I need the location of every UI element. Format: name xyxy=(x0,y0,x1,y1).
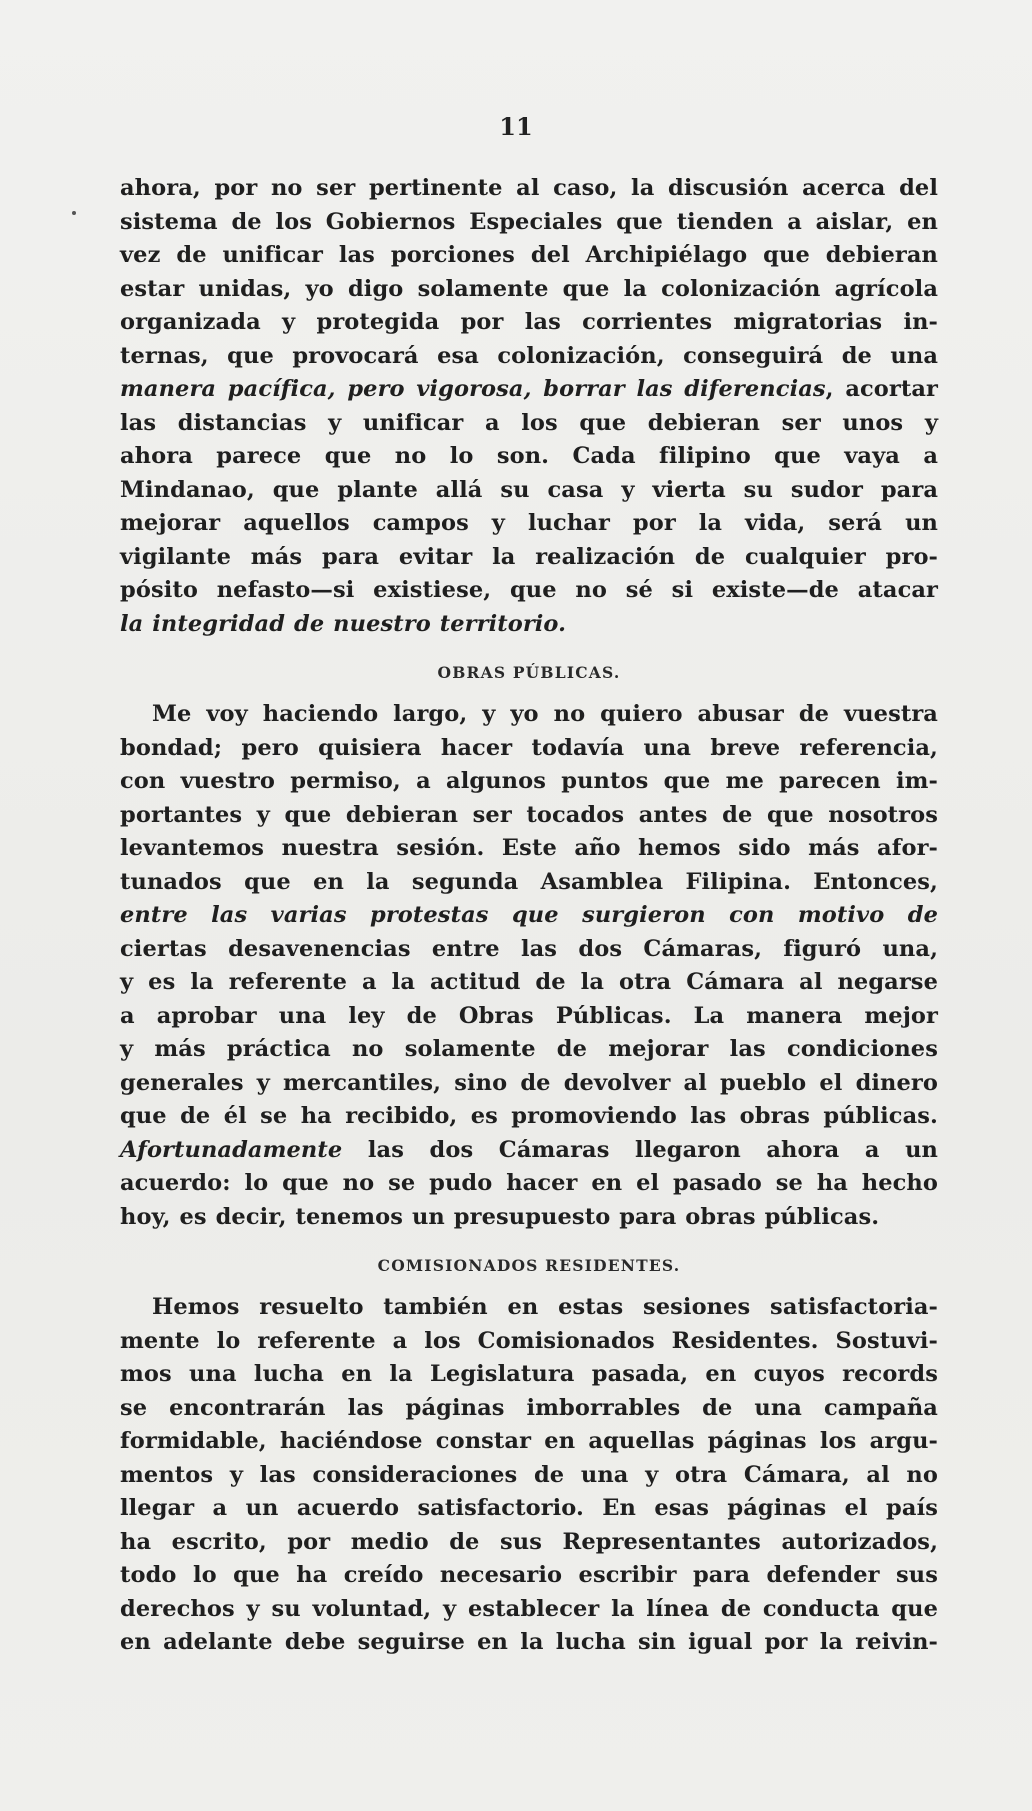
text-line: que de él se ha recibido, es promoviendo las obras públicas. xyxy=(120,1103,938,1129)
italic-phrase: manera pacífica, pero vigorosa, borrar las diferencias xyxy=(120,376,826,402)
text-line: mente lo referente a los Comisionados Residentes. Sostuvi- xyxy=(120,1327,938,1354)
text-line: mos una lucha en la Legislatura pasada, en cuyos records xyxy=(120,1361,938,1387)
text-line: a aprobar una ley de Obras Públicas. La manera mejor xyxy=(120,1002,938,1029)
text-line: portantes y que debieran ser tocados antes de que nosotros xyxy=(120,801,938,828)
text-line: se encontrarán las páginas imborrables de una campaña xyxy=(120,1394,938,1421)
text-line: generales y mercantiles, sino de devolver al pueblo el dinero xyxy=(120,1069,938,1096)
text-line: estar unidas, yo digo solamente que la colonización agrícola xyxy=(120,275,938,302)
paragraph-comisionados-residentes xyxy=(120,1291,938,1660)
italic-phrase: entre las varias protestas que surgieron con motivo de xyxy=(120,902,938,928)
text-line: y es la referente a la actitud de la otra Cámara al negarse xyxy=(120,969,938,995)
text-line: acuerdo: lo que no se pudo hacer en el pasado se ha hecho xyxy=(120,1170,938,1196)
text-line: ahora parece que no lo son. Cada filipino que vaya a xyxy=(120,443,938,469)
text-line: ternas, que provocará esa colonización, conseguirá de una xyxy=(120,342,938,369)
italic-phrase: Afortunadamente xyxy=(120,1136,343,1163)
text-line: mejorar aquellos campos y luchar por la vida, será un xyxy=(120,510,938,536)
text-line: manera pacífica, pero vigorosa, borrar las diferencias, acortar xyxy=(120,376,938,402)
section-heading-comisionados-residentes: COMISIONADOS RESIDENTES. xyxy=(377,1256,681,1275)
text-column xyxy=(120,172,938,1660)
margin-mark xyxy=(72,211,76,215)
text-line: mentos y las consideraciones de una y otra Cámara, al no xyxy=(120,1461,938,1488)
text-line: bondad; pero quisiera hacer todavía una breve referencia, xyxy=(120,734,938,761)
text-line: Hemos resuelto también en estas sesiones satisfactoria- xyxy=(152,1294,938,1320)
text-line: todo lo que ha creído necesario escribir para defender sus xyxy=(120,1562,938,1588)
page-number: 11 xyxy=(499,112,533,141)
text-line: Mindanao, que plante allá su casa y vierta su sudor para xyxy=(120,476,938,503)
text-line: tunados que en la segunda Asamblea Filipina. Entonces, xyxy=(120,868,938,895)
section-heading-obras-publicas: OBRAS PÚBLICAS. xyxy=(437,663,621,682)
text-line: las distancias y unificar a los que debieran ser unos y xyxy=(120,409,938,436)
text-line: vez de unificar las porciones del Archipiélago que debieran xyxy=(120,242,938,268)
text-line: ha escrito, por medio de sus Representantes autorizados, xyxy=(120,1528,938,1555)
text-line: sistema de los Gobiernos Especiales que tienden a aislar, en xyxy=(120,208,938,235)
paragraph-colonization xyxy=(120,172,938,641)
text-line xyxy=(120,608,938,642)
text-line: en adelante debe seguirse en la lucha sin igual por la reivin- xyxy=(120,1629,938,1655)
text-line: Afortunadamente las dos Cámaras llegaron ahora a un xyxy=(120,1136,938,1163)
text-line: vigilante más para evitar la realización de cualquier pro- xyxy=(120,543,938,570)
text-line: ahora, por no ser pertinente al caso, la discusión acerca del xyxy=(120,175,938,201)
text-line: y más práctica no solamente de mejorar las condiciones xyxy=(120,1036,938,1062)
text-line: con vuestro permiso, a algunos puntos que me parecen im- xyxy=(120,768,938,794)
italic-phrase: la integridad de nuestro territorio. xyxy=(120,610,567,637)
text-line: derechos y su voluntad, y establecer la línea de conducta que xyxy=(120,1595,938,1622)
text-line: levantemos nuestra sesión. Este año hemos sido más afor- xyxy=(120,835,938,861)
text-line: Me voy haciendo largo, y yo no quiero abusar de vuestra xyxy=(152,701,938,727)
text-line: hoy, es decir, tenemos un presupuesto para obras públicas. xyxy=(120,1203,880,1230)
paragraph-obras-publicas xyxy=(120,698,938,1234)
text-line: formidable, haciéndose constar en aquellas páginas los argu- xyxy=(120,1428,938,1454)
text-line xyxy=(120,899,938,933)
text-line: ciertas desavenencias entre las dos Cámaras, figuró una, xyxy=(120,935,938,962)
text-line: pósito nefasto—si existiese, que no sé si existe—de atacar xyxy=(120,577,938,603)
text-line: organizada y protegida por las corrientes migratorias in- xyxy=(120,309,938,335)
text-line: llegar a un acuerdo satisfactorio. En esas páginas el país xyxy=(120,1495,938,1521)
